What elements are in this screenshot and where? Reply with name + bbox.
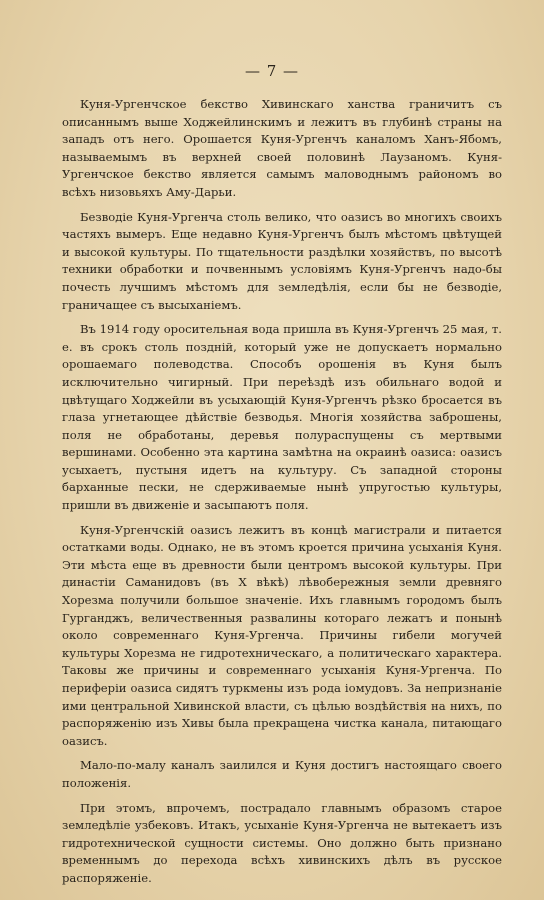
page-number: — 7 —	[244, 62, 300, 80]
paragraph-4: Куня-Ургенчскій оазисъ лежитъ въ концѣ магистрали и питается остатками воды. Однако, не въ этомъ кроется причина усыханія Куня. Эти мѣста еще въ древности были центромъ высокой культуры. При династіи Саманидовъ (въ X вѣкѣ) лѣвобережныя земли древняго Хорезма получили большое значеніе. Ихъ главнымъ городомъ былъ Гурганджъ, величественныя развалины котораго лежатъ и понынѣ около современнаго Куня-Ургенча. Причины гибели могучей культуры Хорезма не гидротехническаго, а политическаго характера. Таковы же причины и современнаго усыханія Куня-Ургенча. По периферіи оазиса сидятъ туркмены изъ рода іомудовъ. За непризнаніе ими центральной Хивинской власти, съ цѣлью воздѣйствія на нихъ, по распоряженію изъ Хивы была прекращена чистка канала, питающаго оазисъ.	[62, 522, 502, 748]
body-text	[62, 96, 502, 895]
paragraph-2: Безводіе Куня-Ургенча столь велико, что оазисъ во многихъ своихъ частяхъ вымеръ. Еще недавно Куня-Ургенчъ былъ мѣстомъ цвѣтущей и высокой культуры. По тщательности раздѣлки хозяйствъ, по высотѣ техники обработки и почвеннымъ условіямъ Куня-Ургенчъ надо-бы почесть лучшимъ мѣстомъ для земледѣлія, если бы не безводіе, граничащее съ высыханіемъ.	[62, 209, 502, 312]
paragraph-5: Мало-по-малу каналъ заилился и Куня достигъ настоящаго своего положенія.	[62, 758, 502, 790]
paragraph-6: При этомъ, впрочемъ, пострадало главнымъ образомъ старое земледѣліе узбековъ. Итакъ, усыханіе Куня-Ургенча не вытекаетъ изъ гидротехнической сущности системы. Оно должно быть признано временнымъ до перехода всѣхъ хивинскихъ дѣлъ въ русское распоряженіе.	[62, 800, 502, 885]
paragraph-3: Въ 1914 году оросительная вода пришла въ Куня-Ургенчъ 25 мая, т. е. въ срокъ столь поздній, который уже не допускаетъ нормально орошаемаго полеводства. Способъ орошенія въ Куня былъ исключительно чигирный. При переѣздѣ изъ обильнаго водой и цвѣтущаго Ходжейли въ усыхающій Куня-Ургенчъ рѣзко бросается въ глаза угнетающее дѣйствіе безводья. Многія хозяйства заброшены, поля не обработаны, деревья полураспущены съ мертвыми вершинами. Особенно эта картина замѣтна на окраинѣ оазиса: оазисъ усыхаетъ, пустыня идетъ на культуру. Съ западной стороны барханные пески, не сдерживаемые нынѣ упругостью культуры, пришли въ движеніе и засыпаютъ поля.	[62, 322, 502, 513]
paragraph-1: Куня-Ургенчское бекство Хивинскаго ханства граничитъ съ описаннымъ выше Ходжейлинскимъ и лежитъ въ глубинѣ страны на западъ отъ него. Орошается Куня-Ургенчъ каналомъ Ханъ-Ябомъ, называемымъ въ верхней своей половинѣ Лаузаномъ. Куня-Ургенчское бекство является самымъ маловоднымъ райономъ во всѣхъ низовьяхъ Аму-Дарьи.	[62, 97, 502, 199]
